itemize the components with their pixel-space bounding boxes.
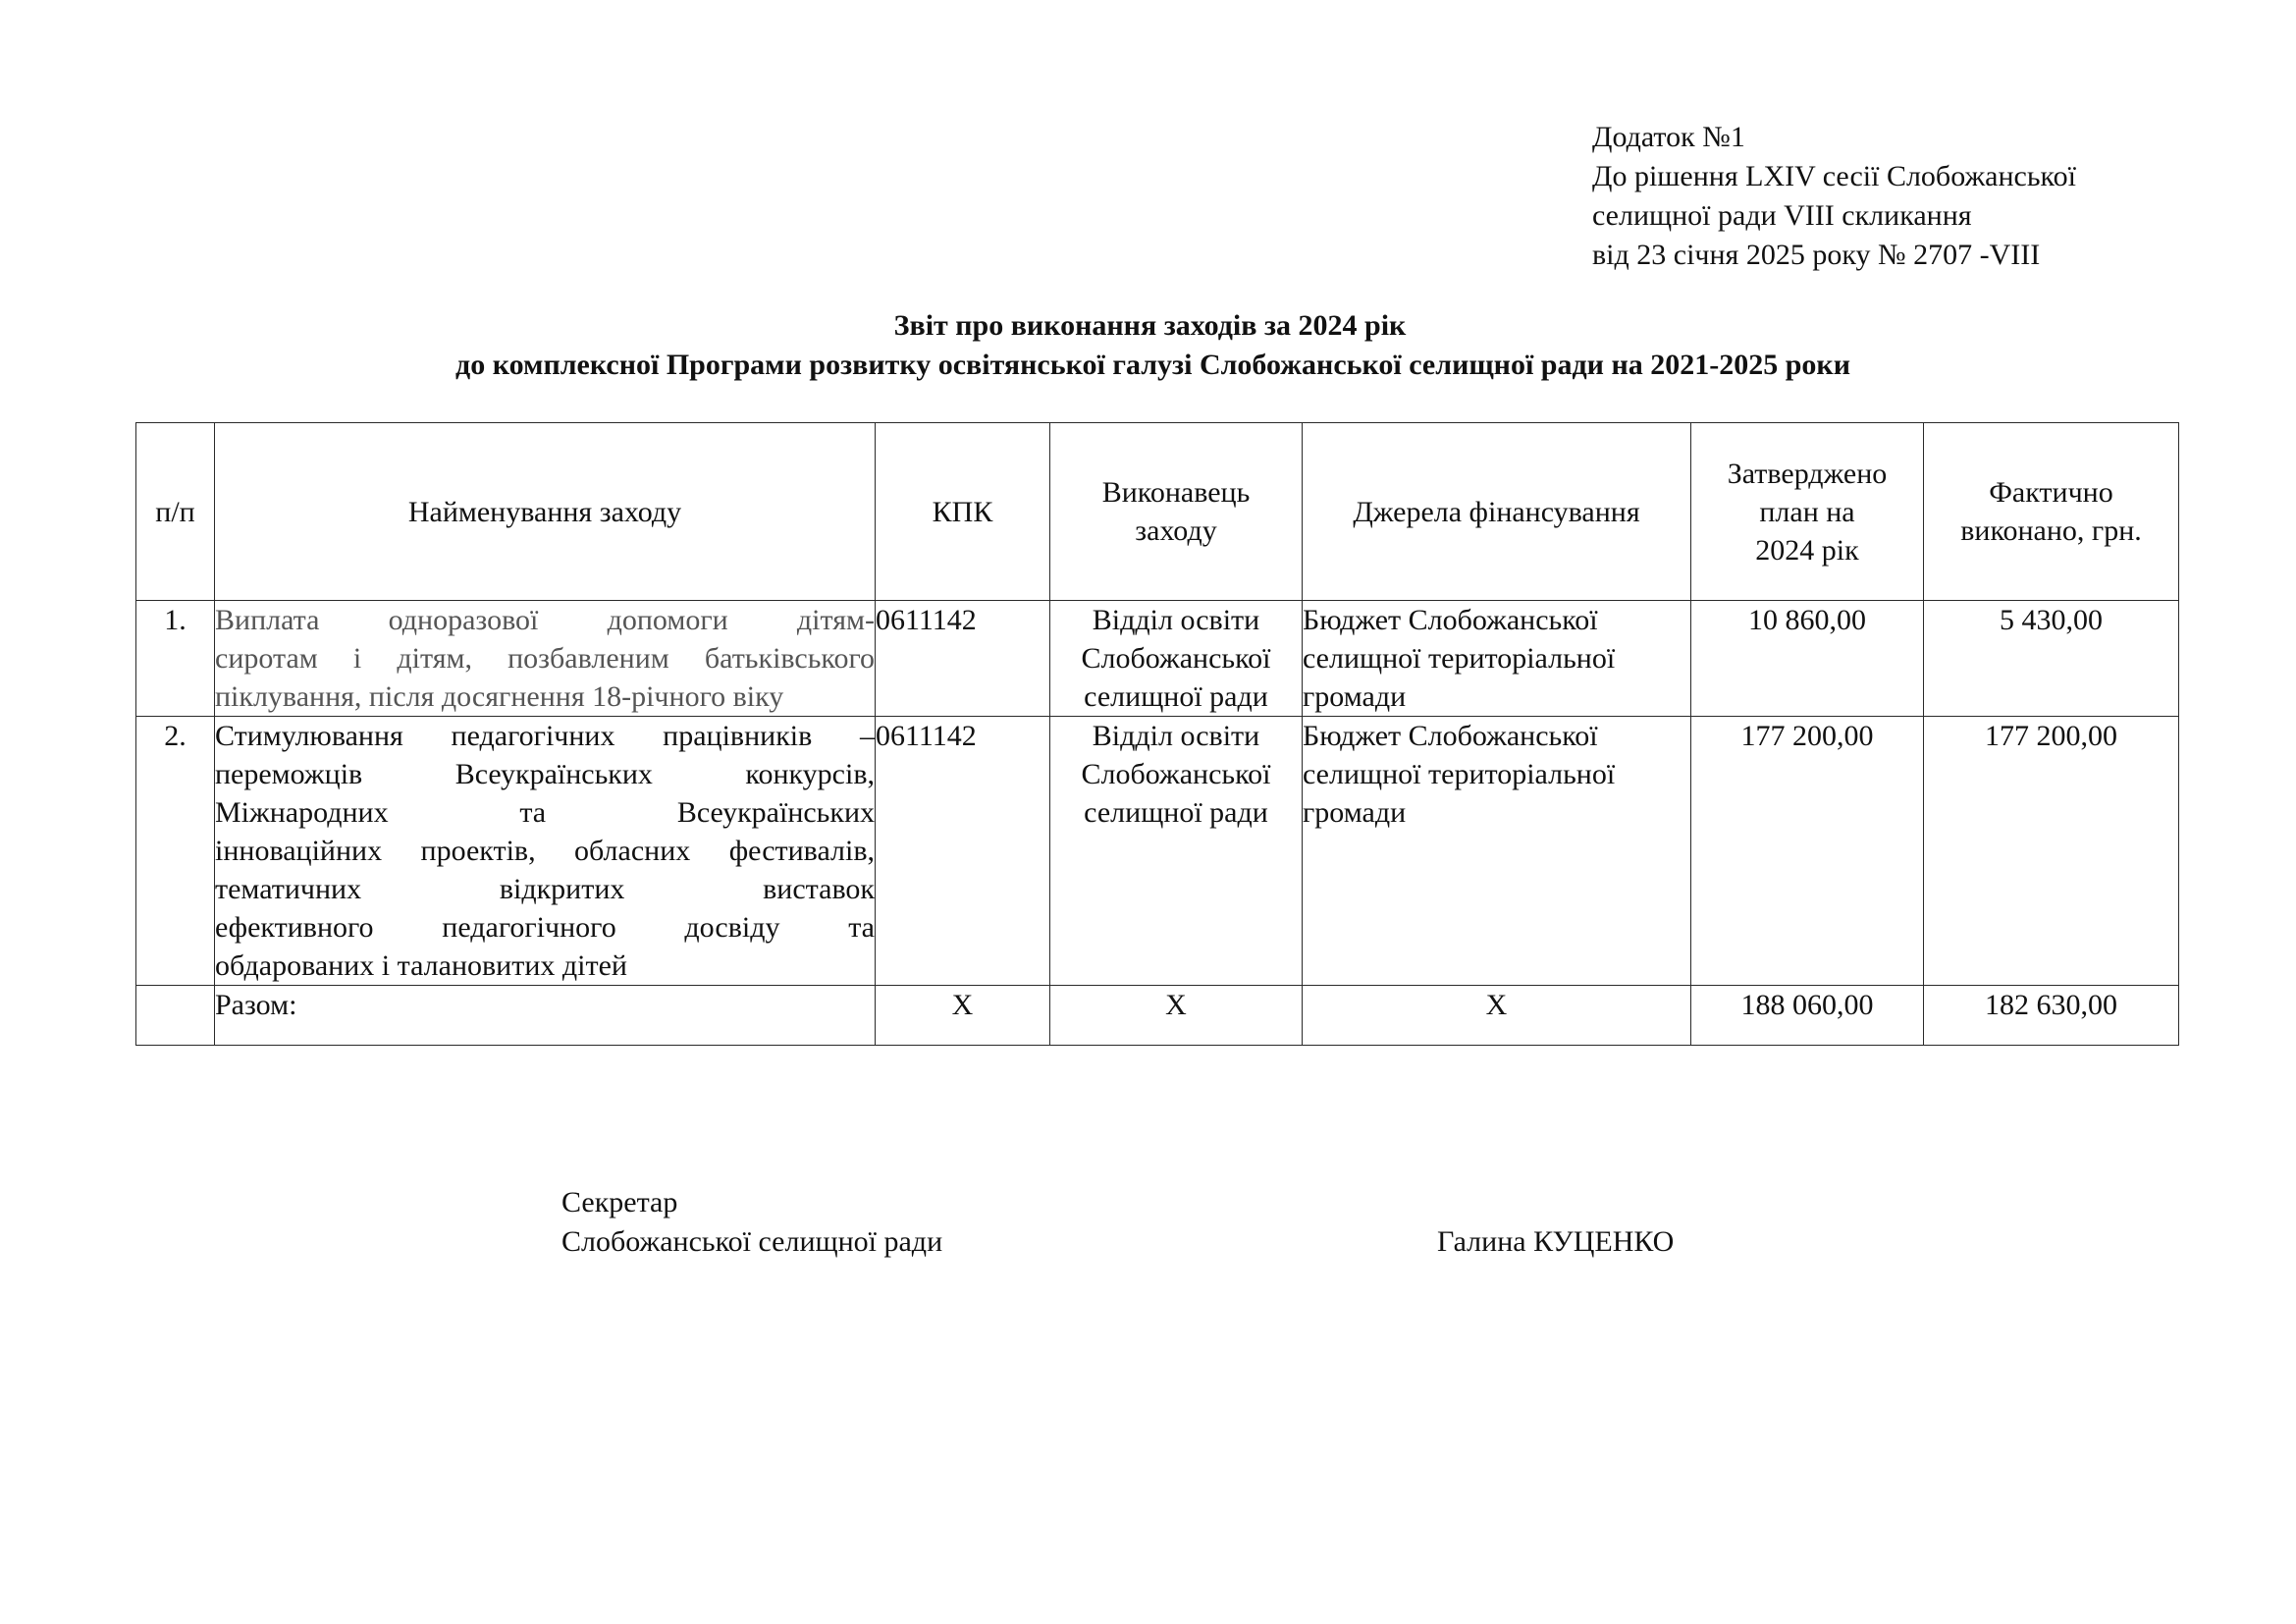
- row-source-line: громади: [1303, 796, 1407, 829]
- total-source: Х: [1303, 986, 1691, 1046]
- report-table: [135, 422, 2179, 1046]
- row-source-line: селищної територіальної: [1303, 642, 1616, 675]
- row-name-line: інноваційних проектів, обласних фестивалів,: [215, 835, 875, 867]
- total-row: [136, 986, 2179, 1046]
- signature-name: Галина КУЦЕНКО: [1437, 1225, 1675, 1258]
- document-title: [0, 306, 2296, 385]
- total-num: [136, 986, 215, 1046]
- signature-position: [561, 1183, 942, 1262]
- header-fact-line: виконано, грн.: [1960, 514, 2142, 547]
- header-num: п/п: [136, 423, 215, 601]
- row-num: 2.: [136, 717, 215, 986]
- header-executor-line: заходу: [1135, 514, 1217, 547]
- row-name-line: Виплата одноразової допомоги дітям-: [215, 604, 875, 636]
- row-name-line: переможців Всеукраїнських конкурсів,: [215, 758, 875, 790]
- row-name-line: сиротам і дітям, позбавленим батьківського: [215, 642, 875, 675]
- row-source-line: Бюджет Слобожанської: [1303, 720, 1598, 752]
- header-plan: [1691, 423, 1924, 601]
- signature-council: Слобожанської селищної ради: [561, 1225, 943, 1258]
- table-header-row: [136, 423, 2179, 601]
- table-row: [136, 717, 2179, 986]
- row-executor-line: селищної ради: [1084, 796, 1268, 829]
- row-executor: [1050, 717, 1303, 986]
- header-plan-line: Затверджено: [1727, 457, 1888, 490]
- row-source-line: селищної територіальної: [1303, 758, 1616, 790]
- table-row: [136, 601, 2179, 717]
- row-name: [215, 717, 876, 986]
- row-kpk: 0611142: [876, 717, 1050, 986]
- row-kpk: 0611142: [876, 601, 1050, 717]
- row-plan: 177 200,00: [1691, 717, 1924, 986]
- row-executor-line: селищної ради: [1084, 680, 1268, 713]
- annex-date: від 23 січня 2025 року № 2707 -VIII: [1592, 239, 2041, 271]
- header-plan-line: план на: [1759, 495, 1855, 528]
- row-name: [215, 601, 876, 717]
- row-name-line: Стимулювання педагогічних працівників –: [215, 720, 875, 752]
- row-fact: 177 200,00: [1924, 717, 2179, 986]
- title-line-2: до комплексної Програми розвитку освітянської галузі Слобожанської селищної ради на 2021-2025 роки: [455, 349, 1850, 381]
- row-source: [1303, 717, 1691, 986]
- row-executor-line: Відділ освіти: [1092, 720, 1260, 752]
- row-executor-line: Відділ освіти: [1092, 604, 1260, 636]
- annex-council: селищної ради VIII скликання: [1592, 199, 1972, 232]
- row-plan: 10 860,00: [1691, 601, 1924, 717]
- header-fact-line: Фактично: [1989, 476, 2113, 509]
- signature-title: Секретар: [561, 1186, 678, 1218]
- annex-decision: До рішення LXIV сесії Слобожанської: [1592, 160, 2076, 192]
- annex-number: Додаток №1: [1592, 121, 1745, 153]
- row-fact: 5 430,00: [1924, 601, 2179, 717]
- row-executor-line: Слобожанської: [1081, 758, 1271, 790]
- total-fact: 182 630,00: [1924, 986, 2179, 1046]
- row-source: [1303, 601, 1691, 717]
- row-name-line: піклування, після досягнення 18-річного віку: [215, 680, 784, 713]
- header-fact: [1924, 423, 2179, 601]
- total-label: Разом:: [215, 986, 876, 1046]
- row-source-line: громади: [1303, 680, 1407, 713]
- header-name: Найменування заходу: [215, 423, 876, 601]
- row-name-line: Міжнародних та Всеукраїнських: [215, 796, 875, 829]
- row-name-line: обдарованих і талановитих дітей: [215, 949, 627, 982]
- row-name-line: тематичних відкритих виставок: [215, 873, 875, 905]
- total-kpk: Х: [876, 986, 1050, 1046]
- header-executor-line: Виконавець: [1101, 476, 1251, 509]
- header-executor: [1050, 423, 1303, 601]
- header-plan-line: 2024 рік: [1755, 533, 1859, 567]
- row-executor: [1050, 601, 1303, 717]
- row-name-line: ефективного педагогічного досвіду та: [215, 911, 875, 944]
- row-num: 1.: [136, 601, 215, 717]
- row-executor-line: Слобожанської: [1081, 642, 1271, 675]
- header-source: Джерела фінансування: [1303, 423, 1691, 601]
- header-kpk: КПК: [876, 423, 1050, 601]
- row-source-line: Бюджет Слобожанської: [1303, 604, 1598, 636]
- total-executor: Х: [1050, 986, 1303, 1046]
- total-plan: 188 060,00: [1691, 986, 1924, 1046]
- title-line-1: Звіт про виконання заходів за 2024 рік: [893, 309, 1407, 342]
- annex-block: [1592, 118, 2076, 275]
